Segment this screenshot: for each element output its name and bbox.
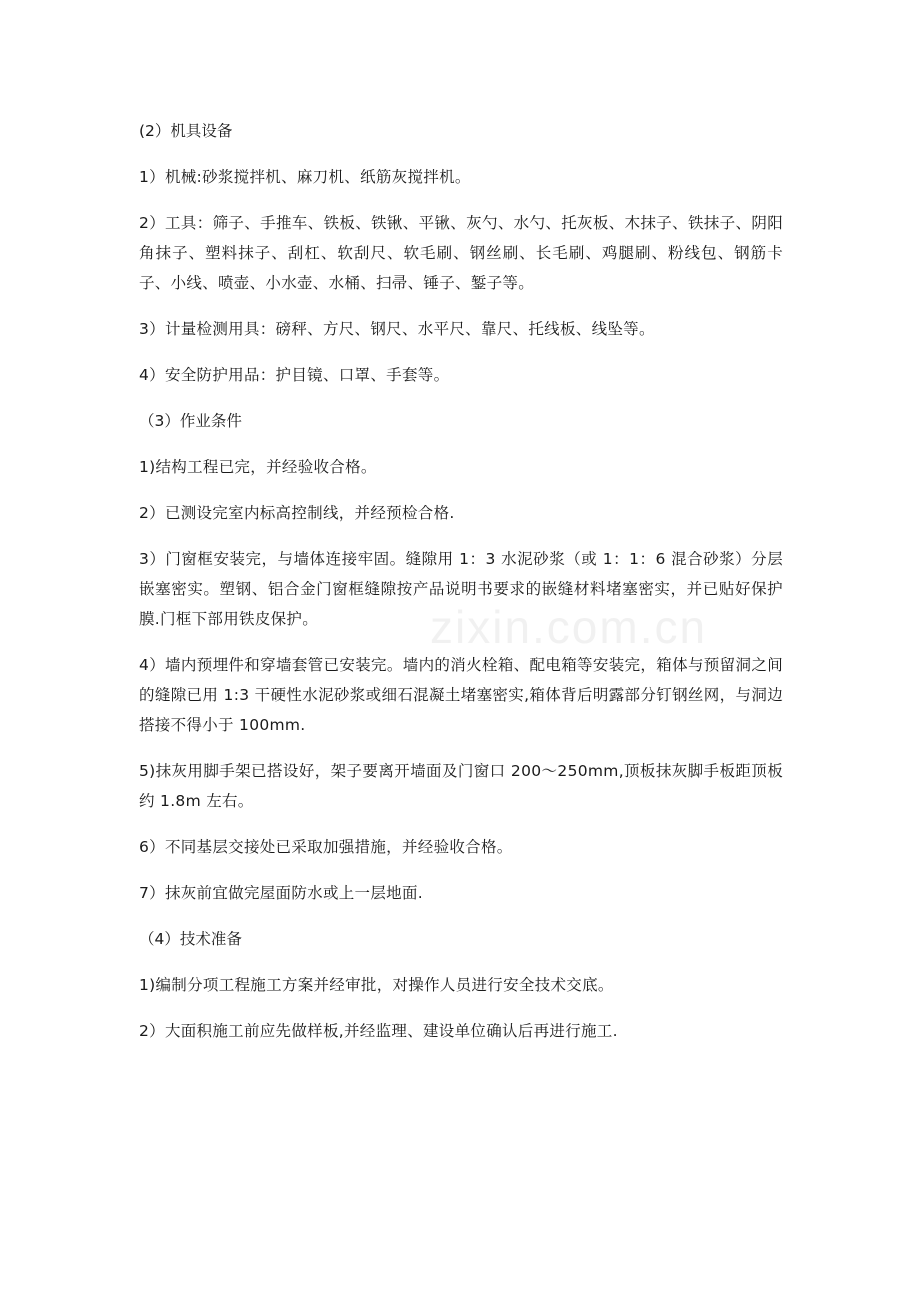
paragraph-tools: 2）工具：筛子、手推车、铁板、铁锹、平锹、灰勺、水勺、托灰板、木抹子、铁抹子、阴阳角抹子、塑料抹子、刮杠、软刮尺、软毛刷、钢丝刷、长毛刷、鸡腿刷、粉线包、钢筋卡子、小线、喷壶、小水壶、水桶、扫帚、锤子、錾子等。: [139, 214, 783, 292]
paragraph-measuring-tools: 3）计量检测用具：磅秤、方尺、钢尺、水平尺、靠尺、托线板、线坠等。: [139, 320, 655, 338]
section-heading-technical-preparation: （4）技术准备: [139, 930, 242, 948]
paragraph-safety-equipment: 4）安全防护用品：护目镜、口罩、手套等。: [139, 366, 450, 384]
paragraph-condition-6: 6）不同基层交接处已采取加强措施，并经验收合格。: [139, 838, 513, 856]
paragraph-condition-1: 1)结构工程已完，并经验收合格。: [139, 458, 377, 476]
paragraph-tech-2: 2）大面积施工前应先做样板,并经监理、建设单位确认后再进行施工.: [139, 1022, 618, 1040]
paragraph-condition-5: 5)抹灰用脚手架已搭设好，架子要离开墙面及门窗口 200～250mm,顶板抹灰脚手板距顶板约 1.8m 左右。: [139, 762, 783, 810]
watermark-text: zixin.com.cn: [430, 601, 708, 653]
paragraph-machinery: 1）机械:砂浆搅拌机、麻刀机、纸筋灰搅拌机。: [139, 168, 471, 186]
paragraph-tech-1: 1)编制分项工程施工方案并经审批，对操作人员进行安全技术交底。: [139, 976, 614, 994]
paragraph-condition-3: 3）门窗框安装完，与墙体连接牢固。缝隙用 1：3 水泥砂浆（或 1：1：6 混合砂浆）分层嵌塞密实。塑钢、铝合金门窗框缝隙按产品说明书要求的嵌缝材料堵塞密实，并已贴好保护膜.门框下部用铁皮保护。: [139, 550, 783, 628]
document-body: [139, 116, 783, 1062]
paragraph-condition-4: 4）墙内预埋件和穿墙套管已安装完。墙内的消火栓箱、配电箱等安装完，箱体与预留洞之间的缝隙已用 1:3 干硬性水泥砂浆或细石混凝土堵塞密实,箱体背后明露部分钉钢丝网，与洞边搭接不得小于 100mm.: [139, 656, 783, 734]
paragraph-condition-2: 2）已测设完室内标高控制线，并经预检合格.: [139, 504, 455, 522]
paragraph-condition-7: 7）抹灰前宜做完屋面防水或上一层地面.: [139, 884, 423, 902]
section-heading-work-conditions: （3）作业条件: [139, 412, 242, 430]
section-heading-equipment: (2）机具设备: [139, 122, 233, 140]
